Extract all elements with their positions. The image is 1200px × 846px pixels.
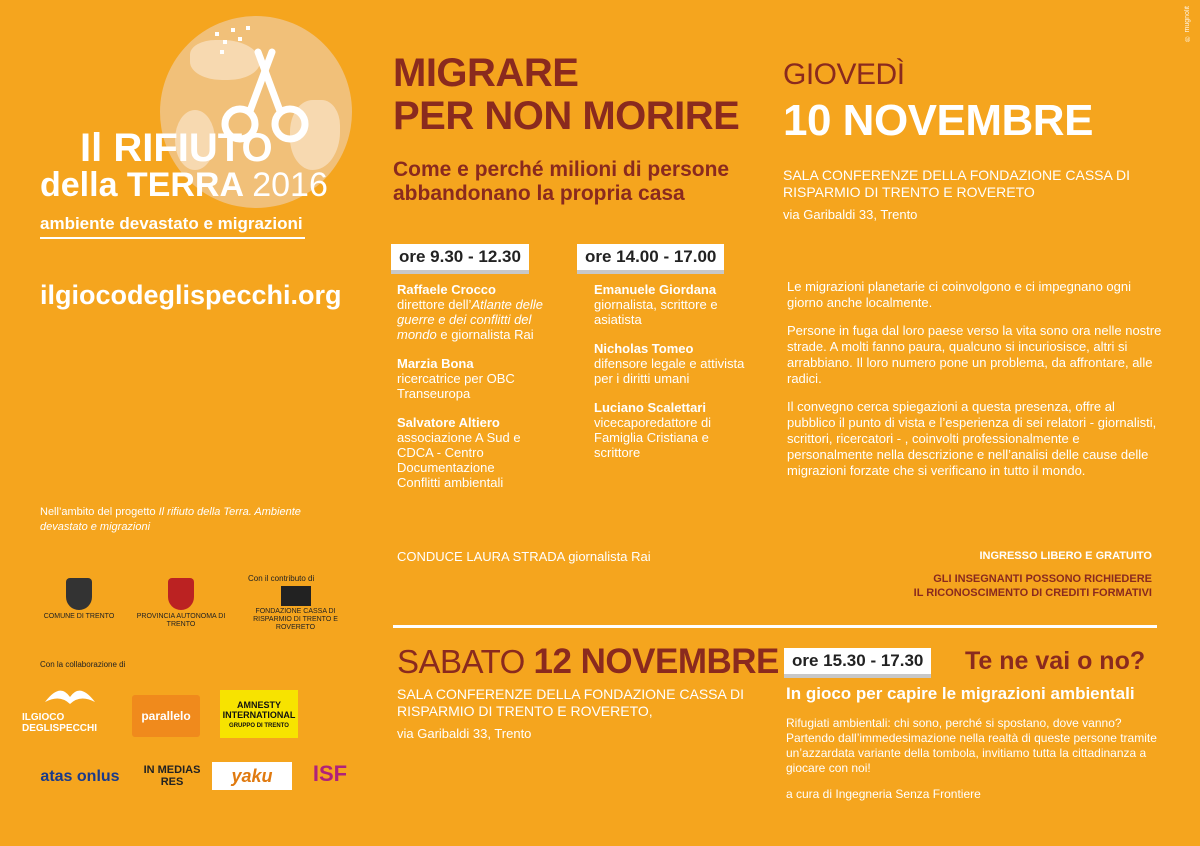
speaker-desc: ricercatrice per OBC Transeuropa [397,371,515,401]
speaker-item [594,341,754,386]
speaker-name: Raffaele Crocco [397,282,496,297]
logo-label: ILGIOCO DEGLISPECCHI [22,712,98,734]
amnesty-logo [220,690,298,738]
speaker-name: Nicholas Tomeo [594,341,694,356]
morning-time-badge: ore 9.30 - 12.30 [391,244,529,274]
year: 2016 [252,166,328,204]
crest-icon [168,578,194,610]
title-text: della TERRA [40,166,243,204]
contributo-label: Con il contributo di [248,574,315,583]
collaborazione-label: Con la collaborazione di [40,660,126,669]
speaker-desc: giornalista, scrittore e asiatista [594,297,718,327]
atas-logo: atas onlus [40,768,120,785]
morning-speakers [397,282,557,504]
divider [40,237,305,239]
day-label: GIOVEDÌ [783,58,905,91]
afternoon-time-badge: ore 14.00 - 17.00 [577,244,724,274]
speaker-item [594,282,754,327]
saturday-event-description: Rifugiati ambientali: chi sono, perché si spostano, dove vanno? Partendo dall’immedesimazione nella realtà di queste persone tramite un’azzardata variante della tombola, invitiamo tutta la cittadinanza a giocare con noi! [786,716,1157,775]
speaker-name: Salvatore Altiero [397,415,500,430]
free-entry-note: INGRESSO LIBERO E GRATUITO [979,550,1152,562]
saturday-address: via Garibaldi 33, Trento [397,726,532,741]
saturday-date-value: 12 NOVEMBRE [533,642,779,681]
fondazione-logo [248,586,343,632]
main-subtitle: Come e perché milioni di persone abbandonano la propria casa [393,158,730,205]
saturday-venue: SALA CONFERENZE DELLA FONDAZIONE CASSA DI RISPARMIO DI TRENTO E ROVERETO, [397,686,744,719]
inmedias-logo: IN MEDIAS RES [143,764,201,788]
date-label: 10 NOVEMBRE [783,96,1093,145]
section-divider [393,625,1157,628]
speaker-item [397,282,557,342]
fondazione-icon [281,586,311,606]
description-paragraph: Persone in fuga dal loro paese verso la vita sono ora nelle nostre strade. A molti fanno paura, qualcuno si incuriosisce, altri si arrabbiano. Il loro numero pone un problema, da affrontare, alle radici. [787,323,1162,386]
project-note [40,505,320,535]
isf-logo: ISF [312,761,348,786]
saturday-time-badge: ore 15.30 - 17.30 [784,648,931,678]
series-subtitle: ambiente devastato e migrazioni [40,214,303,233]
parallelo-logo: parallelo [132,695,200,737]
speaker-name: Luciano Scalettari [594,400,706,415]
saturday-day: SABATO [397,643,525,680]
event-series-title-line2 [40,166,328,204]
teacher-credit-note: GLI INSEGNANTI POSSONO RICHIEDERE IL RICONOSCIMENTO DI CREDITI FORMATIVI [913,573,1152,599]
speaker-item [397,415,557,490]
saturday-event-title: Te ne vai o no? [965,647,1146,675]
speaker-desc: direttore dell’Atlante delle guerre e dei conflitti del mondo e giornalista Rai [397,297,543,342]
crest-icon [66,578,92,610]
logo-label: PROVINCIA AUTONOMA DI TRENTO [136,613,226,628]
designer-credit: ® mugnolit [1184,6,1191,42]
project-note-prefix: Nell’ambito del progetto [40,506,159,518]
logo-sublabel: GRUPPO DI TRENTO [229,722,289,729]
comune-trento-logo [40,578,118,621]
moderator-note: CONDUCE LAURA STRADA giornalista Rai [397,549,651,564]
website-link[interactable]: ilgiocodeglispecchi.org [40,280,342,310]
bird-icon [40,682,100,712]
afternoon-speakers [594,282,754,474]
logo-label: AMNESTY INTERNATIONAL [222,699,296,720]
speaker-name: Marzia Bona [397,356,474,371]
description-paragraph: Le migrazioni planetarie ci coinvolgono e ci impegnano ogni giorno anche localmente. [787,279,1131,310]
main-title-line2: PER NON MORIRE [393,94,740,138]
saturday-date [397,642,779,682]
address-label: via Garibaldi 33, Trento [783,207,918,222]
description-paragraph: Il convegno cerca spiegazioni a questa presenza, offre al pubblico il punto di vista e l’esperienza di sei relatori - giornalisti, scrittori, ricercatori - , coinvolti professionalmente e personalmente nella descrizione e nell’analisi delle cause delle migrazioni forzate che si verificano in tutto il mondo. [787,399,1157,478]
gioco-specchi-logo [22,678,117,738]
speaker-item [594,400,754,460]
project-note-title: Il rifiuto della Terra. Ambiente devastato e migrazioni [40,506,301,533]
event-series-title-line1: Il RIFIUTO [80,126,273,170]
speaker-desc: vicecaporedattore di Famiglia Cristiana e scrittore [594,415,712,460]
speaker-name: Emanuele Giordana [594,282,717,297]
provincia-trento-logo [135,578,227,629]
venue-label: SALA CONFERENZE DELLA FONDAZIONE CASSA DI RISPARMIO DI TRENTO E ROVERETO [783,167,1130,200]
main-title-line1: MIGRARE [393,51,579,95]
speaker-desc: difensore legale e attivista per i diritti umani [594,356,745,386]
speaker-item [397,356,557,401]
logo-label: COMUNE DI TRENTO [43,613,115,620]
speaker-desc: associazione A Sud e CDCA - Centro Documentazione Conflitti ambientali [397,430,521,490]
description-block [787,279,1162,491]
logo-label: FONDAZIONE CASSA DI RISPARMIO DI TRENTO E ROVERETO [253,608,338,631]
saturday-event-subtitle: In gioco per capire le migrazioni ambientali [786,684,1135,703]
organizer-note: a cura di Ingegneria Senza Frontiere [786,787,981,801]
yaku-logo: yaku [212,762,292,790]
